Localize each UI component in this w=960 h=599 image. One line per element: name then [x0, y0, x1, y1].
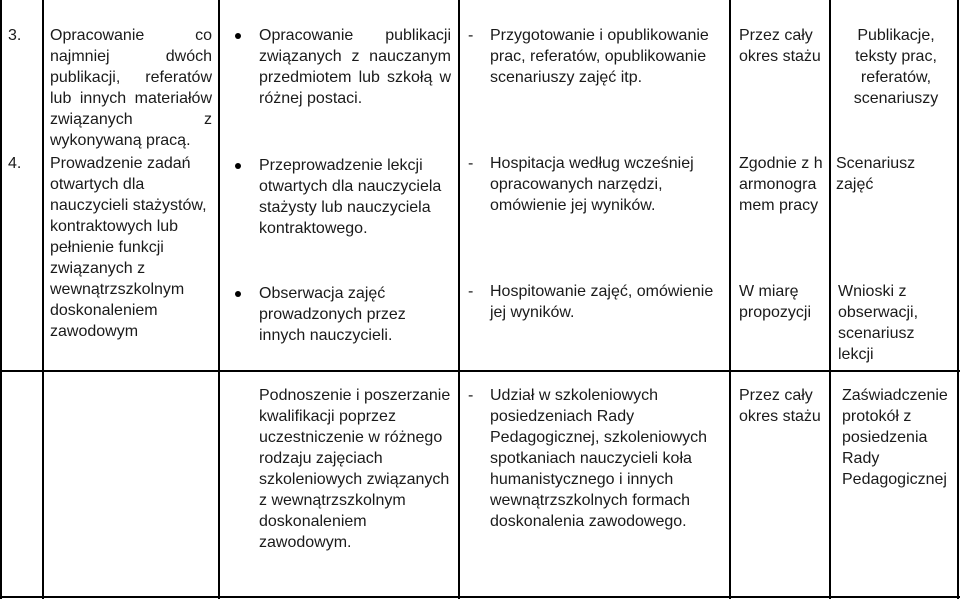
action-text-hospitowanie: Hospitowanie zajęć, omówienie jej wyników. [490, 283, 714, 321]
evidence-publications: Publikacje, teksty prac, referatów, scenariuszy [853, 27, 939, 107]
action-item-training [468, 385, 722, 532]
action-item-publishing [468, 25, 722, 88]
form-text-open-lessons: Przeprowadzenie lekcji otwartych dla nauczyciela stażysty lub nauczyciela kontraktowego. [259, 157, 442, 237]
action-text-training: Udział w szkoleniowych posiedzeniach Rady Pedagogicznej, szkoleniowych spotkaniach nauczycieli koła humanistycznego i innych wewnątrzszkolnych formach doskonalenia zawodowego. [490, 387, 708, 530]
column-divider-4 [729, 0, 731, 599]
bullet-icon [235, 291, 241, 297]
column-divider-2 [218, 0, 220, 599]
dash-marker: - [468, 155, 474, 172]
dash-marker: - [468, 387, 474, 404]
action-item-hospitation [468, 153, 722, 216]
table-border-bottom [0, 596, 960, 598]
bullet-icon [235, 163, 241, 169]
form-item-publications [259, 25, 451, 109]
bullet-icon [235, 33, 241, 39]
form-item-open-lessons [259, 155, 451, 239]
table-border-left [0, 0, 2, 599]
form-item-observation [259, 283, 451, 346]
evidence-certificate: Zaświadczenie protokół z posiedzenia Rady Pedagogicznej [842, 387, 948, 488]
term-row1: Przez cały okres stażu [739, 27, 821, 65]
table-border-right [957, 0, 959, 599]
form-text-observation: Obserwacja zajęć prowadzonych przez innych nauczycieli. [259, 285, 406, 344]
dash-marker: - [468, 283, 474, 300]
dash-marker: - [468, 27, 474, 44]
item-number-4: 4. [8, 155, 22, 172]
column-divider-5 [829, 0, 831, 599]
evidence-scenario: Scenariusz zajęć [836, 155, 916, 193]
task-3-text: Opracowanie co najmniej dwóch publikacji, referatów lub innych materiałów związanych z wykonywaną pracą. [50, 27, 212, 149]
row-divider [0, 370, 960, 372]
term-row2: Przez cały okres stażu [739, 387, 821, 425]
evidence-observation: Wnioski z obserwacji, scenariusz lekcji [838, 283, 919, 363]
column-divider-3 [458, 0, 460, 599]
action-text-publishing: Przygotowanie i opublikowanie prac, referatów, opublikowanie scenariuszy zajęć itp. [490, 27, 709, 86]
action-text-hospitation: Hospitacja według wcześniej opracowanych narzędzi, omówienie jej wyników. [490, 155, 694, 214]
form-text-publications: Opracowanie publikacji związanych z nauczanym przedmiotem lub szkołą w różnej postaci. [259, 27, 451, 107]
column-divider-1 [42, 0, 44, 599]
form-text-training: Podnoszenie i poszerzanie kwalifikacji poprzez uczestniczenie w różnego rodzaju zajęciach szkoleniowych związanych z wewnątrzszkolnym doskonaleniem zawodowym. [259, 387, 451, 551]
term-harmonogram: Zgodnie z harmonogramem pracy [739, 155, 823, 214]
task-4-text: Prowadzenie zadań otwartych dla nauczycieli stażystów, kontraktowych lub pełnienie funkcji związanych z wewnątrzszkolnym doskonaleniem zawodowym [50, 155, 207, 340]
term-propozycji: W miarę propozycji [739, 283, 812, 321]
action-item-hospitowanie [468, 281, 726, 323]
item-number-3: 3. [8, 27, 22, 44]
